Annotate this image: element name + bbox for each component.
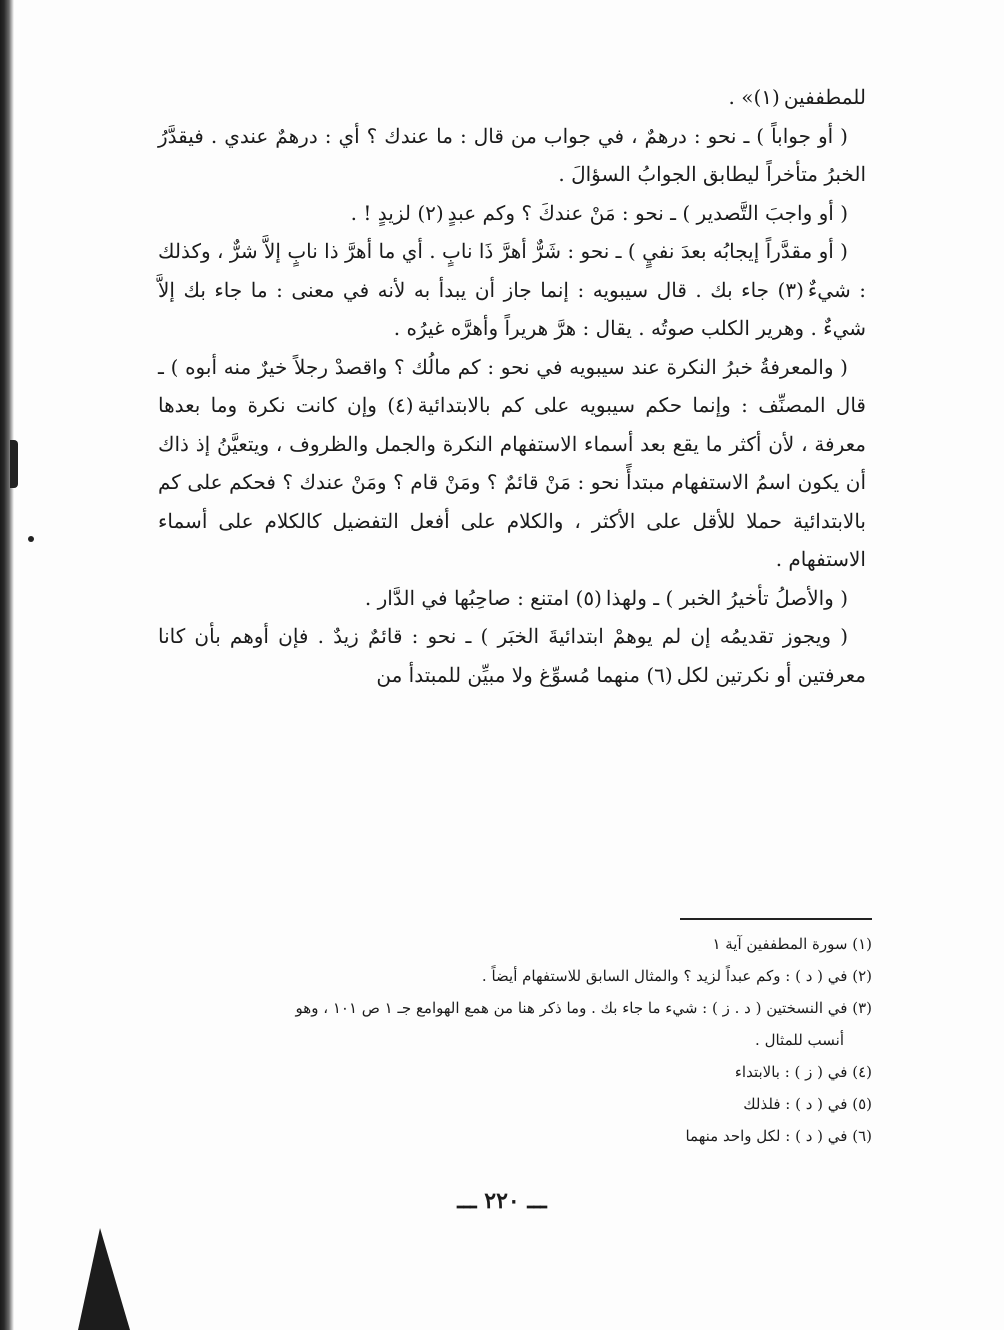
footnote-5: (٥) في ( د ) : فلذلك <box>743 1095 872 1113</box>
footnote-2: (٢) في ( د ) : وكم عبداً لزيد ؟ والمثال السابق للاستفهام أيضاً . <box>481 967 872 985</box>
footnote-3-continuation <box>158 1024 872 1056</box>
page-number: ـــ ٢٢٠ ـــ <box>457 1188 547 1214</box>
paragraph-5: ( والمعرفةُ خبرُ النكرة عند سيبويه في نحو : كم مالُك ؟ واقصدْ رجلاً خيرٌ منه أبوه ) ـ قال المصنِّف : وإنما حكم سيبويه على كم بالابتدائية (٤) وإن كانت نكرة وما بعدها معرفة ، لأن أكثر ما يقع بعد أسماء الاستفهام النكرة والجمل والظروف ، ويتعيَّنُ إذ ذاك أن يكون اسمُ الاستفهام مبتدأً نحو : مَنْ قائمٌ ؟ ومَنْ قام ؟ ومَنْ عندك ؟ فحكم على كم بالابتدائية حملا للأقل على الأكثر ، والكلام على أفعل التفضيل كالكلام على أسماء الاستفهام . <box>158 354 866 571</box>
footnote-3: (٣) في النسختين ( د . ز ) : شيء ما جاء بك . وما ذكر هنا من همع الهوامع جـ ١ ص ١٠١ ، وهو <box>295 999 872 1017</box>
paragraph-2: ( أو جواباً ) ـ نحو : درهمٌ ، في جواب من قال : ما عندك ؟ أي : درهمٌ عندي . فيقدَّرُ الخبرُ متأخراً ليطابق الجوابُ السؤالَ . <box>158 123 866 186</box>
paragraph-7: ( ويجوز تقديمُه إن لم يوهمْ ابتدائيةَ الخبَر ) ـ نحو : قائمٌ زيدٌ . فإن أوهم بأن كانا معرفتين أو نكرتين لكل (٦) منهما مُسوِّغ ولا مبيِّن للمبتدأ من <box>158 624 866 687</box>
footnote-1: (١) سورة المطففين آية ١ <box>712 935 872 953</box>
scan-mark <box>10 440 18 488</box>
paragraph-4: ( أو مقدَّراً إيجابُه بعدَ نفيٍ ) ـ نحو : شَرٌّ أهرَّ ذَا نابٍ . أي ما أهرَّ ذا نابٍ إلاَّ شرٌّ ، وكذلك : شيءٌ (٣) جاء بك . قال سيبويه : إنما جاز أن يبدأ به لأنه في معنى : ما جاء بك إلاَّ شيءٌ . وهرير الكلب صوتُه . يقال : هرَّ هريراً وأهرَّه غيرُه . <box>158 239 866 340</box>
footnote-4: (٤) في ( ز ) : بالابتداء <box>734 1063 872 1081</box>
scan-shadow-bottom-corner <box>78 1228 130 1330</box>
main-text <box>158 78 866 694</box>
paragraph-6: ( والأصلُ تأخيرُ الخبر ) ـ ولهذا (٥) امتنع : صاحِبُها في الدَّار . <box>364 585 848 610</box>
scan-shadow-left-edge <box>0 0 14 1330</box>
footnote-6: (٦) في ( د ) : لكل واحد منهما <box>685 1127 872 1145</box>
footnote-3-continuation-text: أنسب للمثال . <box>755 1031 844 1049</box>
footnote-separator <box>680 918 872 920</box>
paragraph-3: ( أو واجبَ التَّصدير ) ـ نحو : مَنْ عندكَ ؟ وكم عبدٍ (٢) لزيدٍ ! . <box>350 200 848 225</box>
footnotes <box>158 928 872 1152</box>
scan-dot <box>28 536 34 542</box>
paragraph-1: للمطففين (١)» . <box>728 85 866 109</box>
